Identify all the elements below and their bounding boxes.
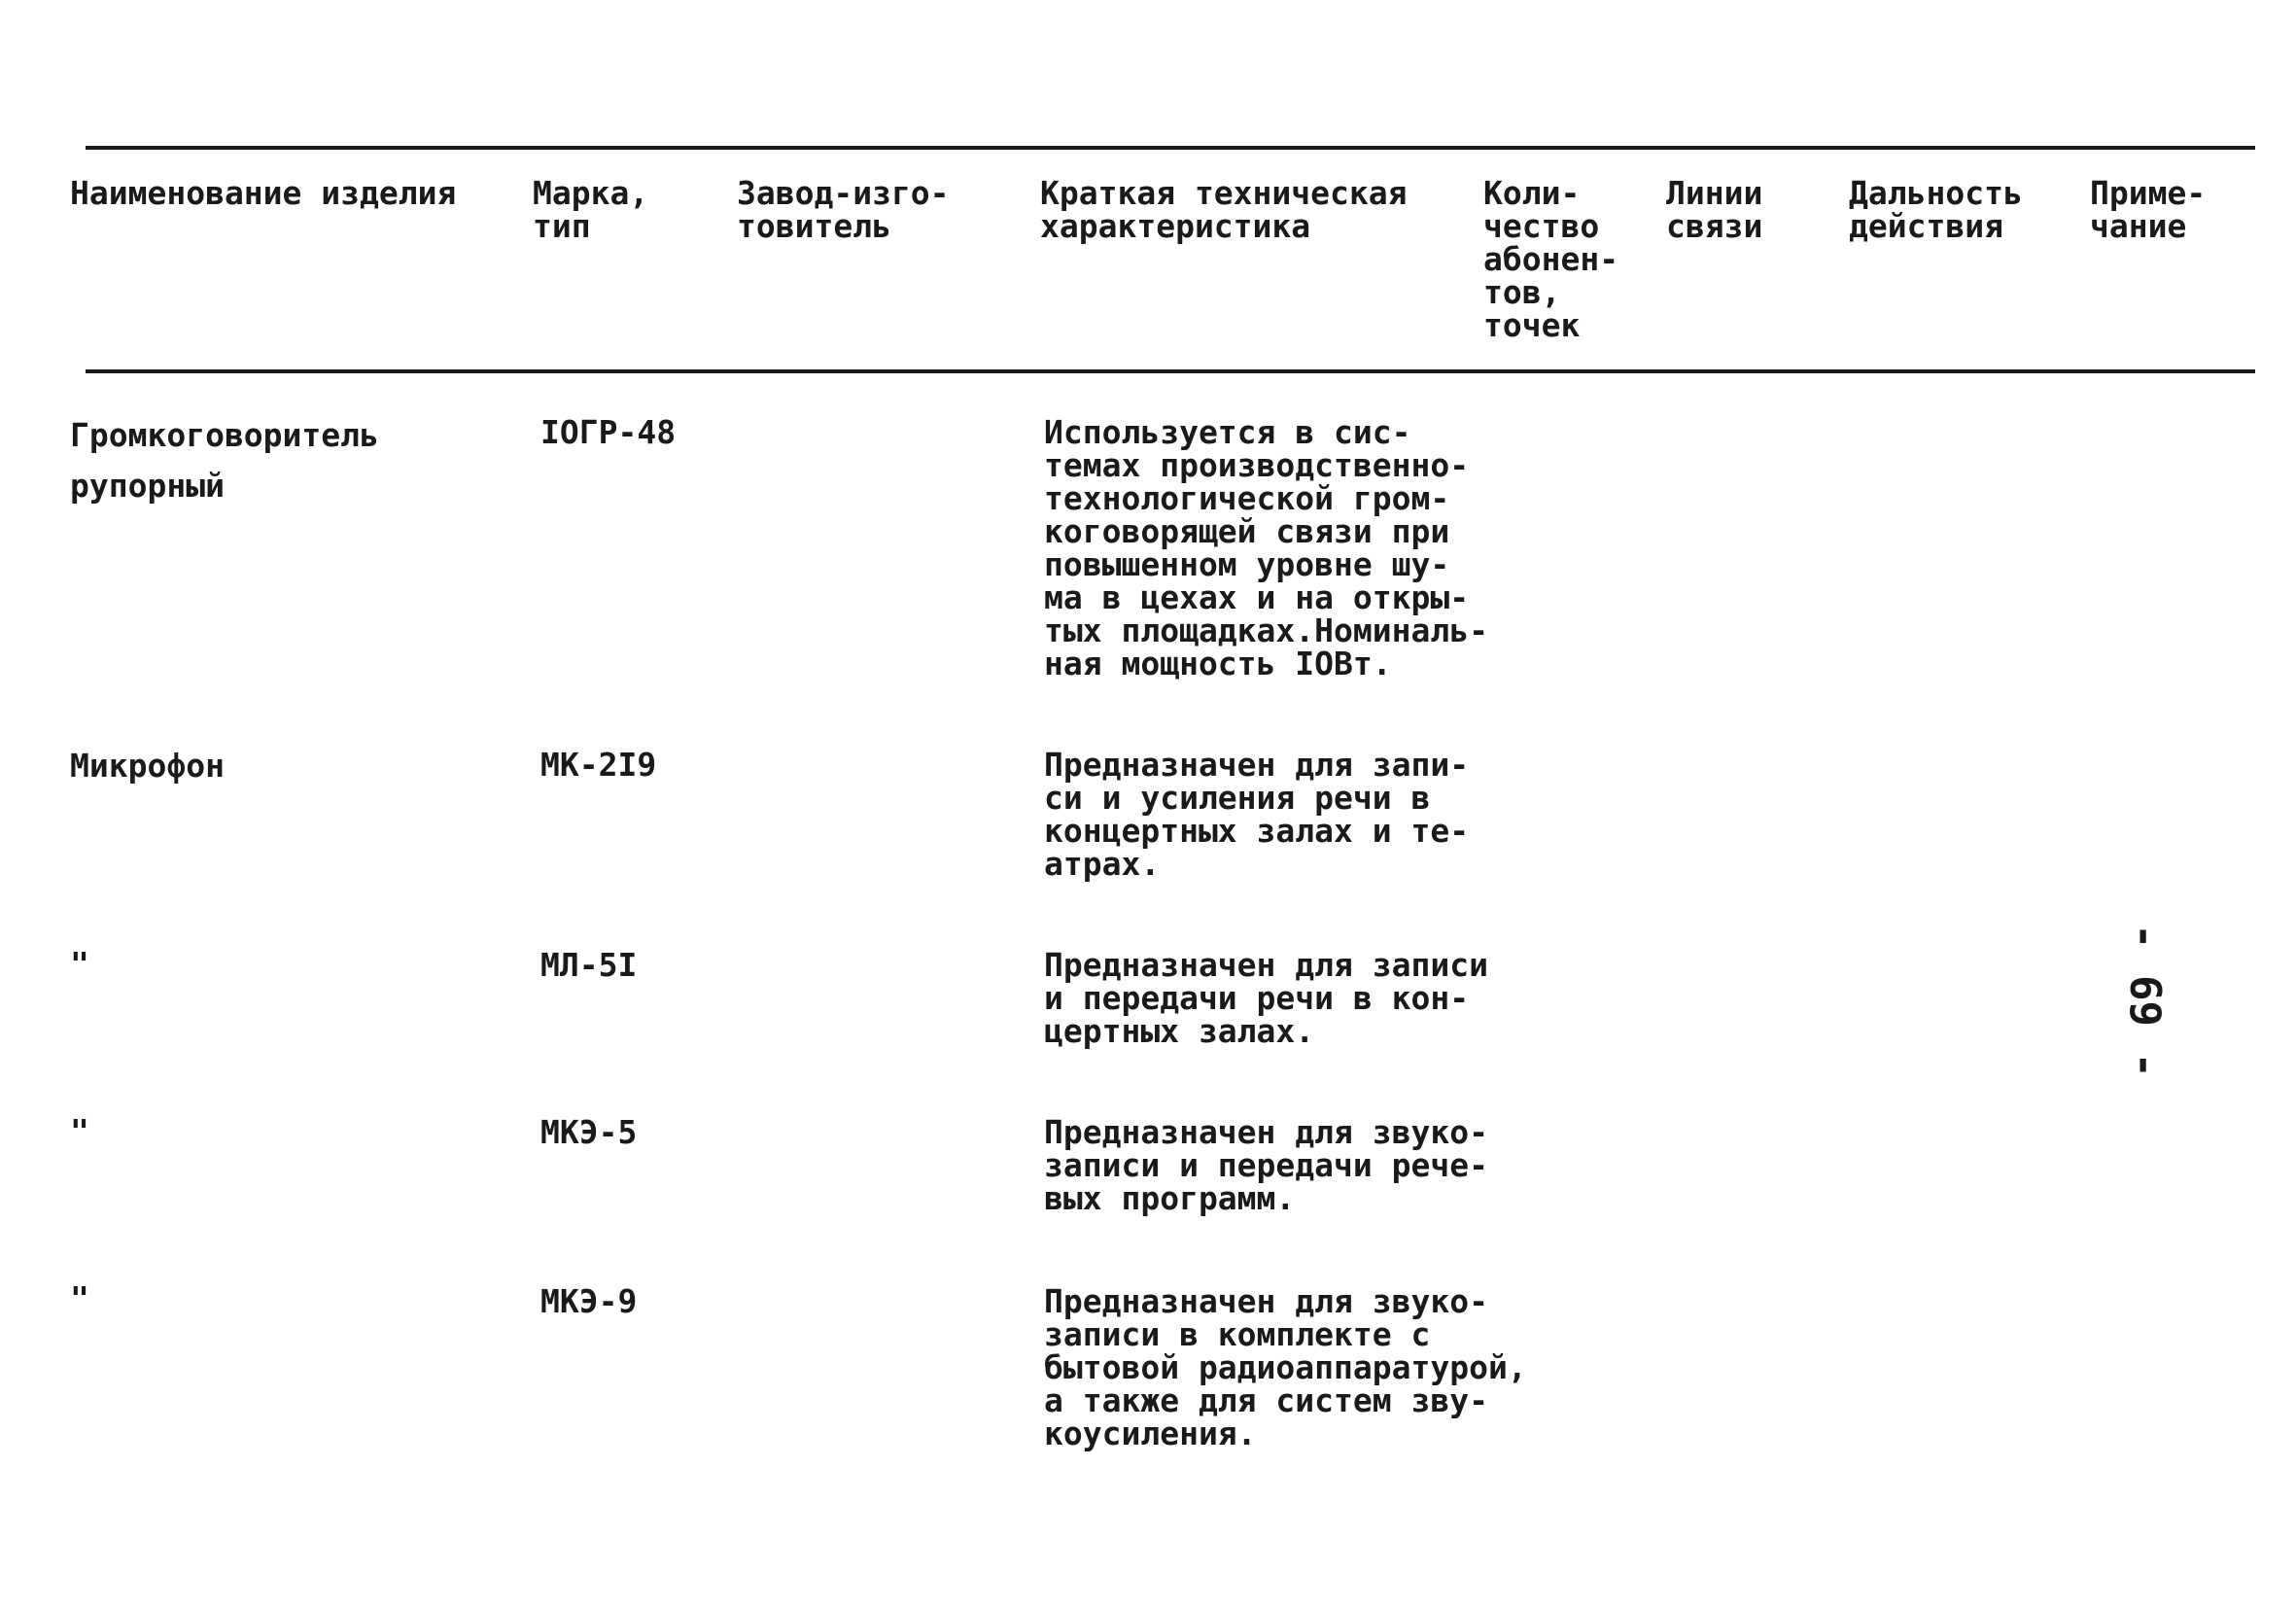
row3-name: " — [70, 945, 89, 983]
col-header-description: Краткая техническая характеристика — [1040, 174, 1408, 245]
row4-name: " — [70, 1112, 89, 1150]
col-header-name: Наименование изделия — [70, 174, 457, 212]
row4-mark: МКЭ-5 — [540, 1113, 638, 1151]
table-top-rule — [86, 146, 2255, 150]
row1-name: Громкоговоритель рупорный — [70, 416, 379, 505]
row1-description: Используется в сис- темах производственно- технологической гром- коговорящей связи при повышенном уровне шу- ма в цехах и на откры- тых площадках.Номиналь- ная мощность IОВт. — [1044, 413, 1488, 682]
col-header-note: Приме- чание — [2090, 174, 2207, 245]
row5-name: " — [70, 1279, 89, 1317]
row2-name: Микрофон — [70, 747, 225, 785]
col-header-lines: Линии связи — [1666, 174, 1763, 245]
table-header-rule — [86, 369, 2255, 373]
row2-description: Предназначен для запи- си и усиления речи в концертных залах и те- атрах. — [1044, 746, 1470, 883]
row3-mark: МЛ-5I — [540, 946, 638, 984]
row3-description: Предназначен для записи и передачи речи в кон- цертных залах. — [1044, 946, 1488, 1050]
col-header-range: Дальность действия — [1849, 174, 2023, 245]
row4-description: Предназначен для звуко- записи и передачи рече- вых программ. — [1044, 1113, 1488, 1217]
col-header-manufacturer: Завод-изго- товитель — [737, 174, 950, 245]
col-header-subscribers: Коли- чество абонен- тов, точек — [1483, 174, 1619, 344]
row2-mark: МК-2I9 — [540, 746, 657, 784]
row5-mark: МКЭ-9 — [540, 1282, 638, 1320]
row1-mark: IОГР-48 — [540, 413, 677, 451]
col-header-mark: Марка, тип — [533, 174, 649, 245]
page-number: - 69 - — [2120, 924, 2170, 1078]
row5-description: Предназначен для звуко- записи в комплекте с бытовой радиоаппаратурой, а также для систем зву- коусиления. — [1044, 1282, 1527, 1452]
